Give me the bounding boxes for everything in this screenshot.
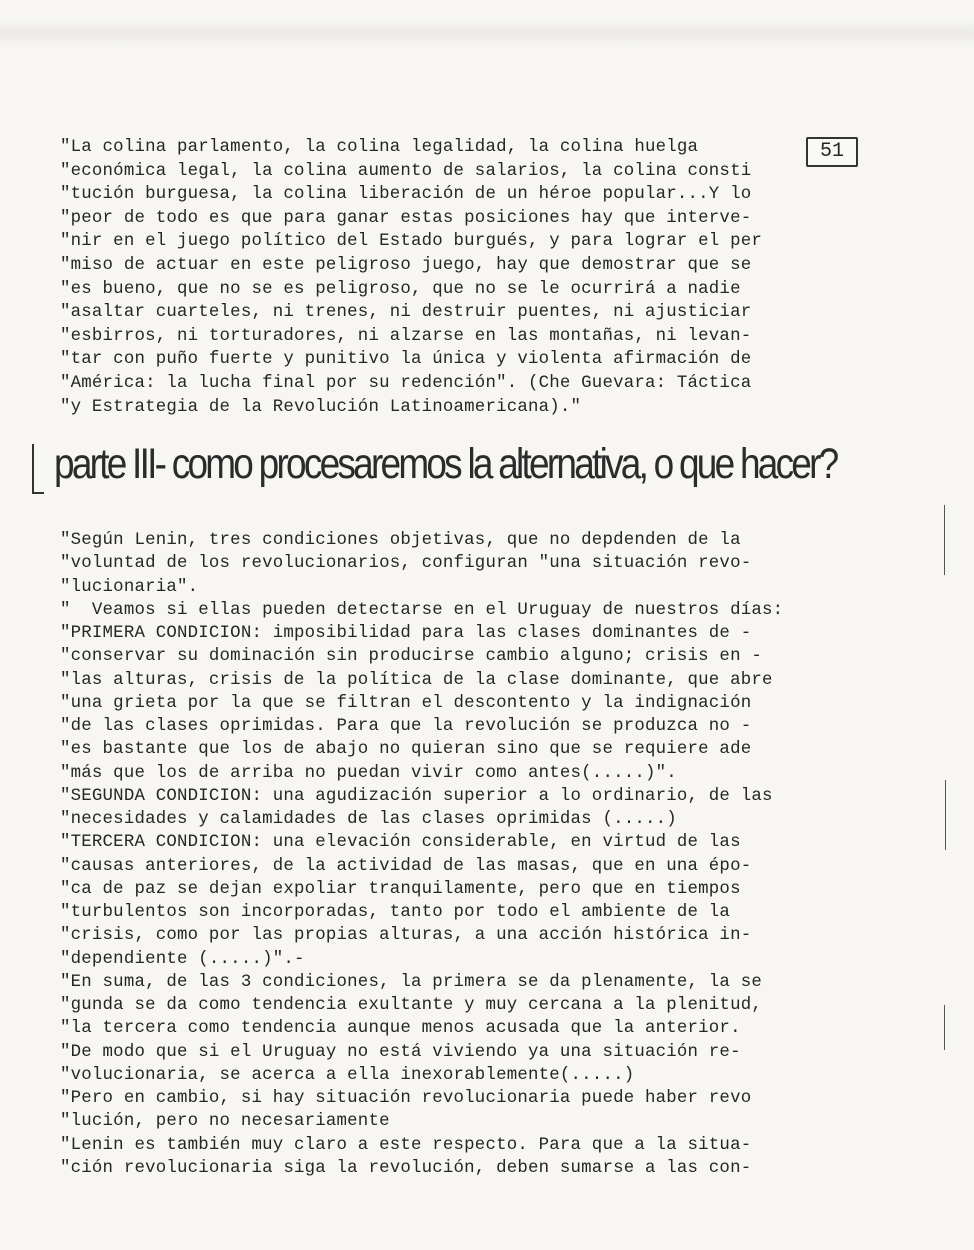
quote-line: "América: la lucha final por su redención". (Che Guevara: Táctica bbox=[60, 373, 752, 393]
body-line: "turbulentos son incorporadas, tanto por todo el ambiente de la bbox=[60, 903, 731, 922]
body-line: "ca de paz se dejan expoliar tranquilamente, pero que en tiempos bbox=[60, 879, 741, 899]
body-line: "Según Lenin, tres condiciones objetivas, que no depdenden de la bbox=[60, 531, 741, 550]
quote-line: "nir en el juego político del Estado burgués, y para lograr el per bbox=[60, 232, 762, 252]
margin-rule bbox=[944, 1005, 945, 1050]
body-line: "lución, pero no necesariamente bbox=[60, 1112, 390, 1132]
body-line: "volucionaria, se acerca a ella inexorablemente(.....) bbox=[60, 1065, 635, 1085]
body-line: "dependiente (.....)".- bbox=[60, 949, 305, 969]
quote-line: "peor de todo es que para ganar estas posiciones hay que interve- bbox=[60, 208, 752, 228]
quote-line: "La colina parlamento, la colina legalidad, la colina huelga bbox=[60, 138, 699, 157]
body-line: "más que los de arriba no puedan vivir como antes(.....)". bbox=[60, 763, 677, 783]
body-line: "la tercera como tendencia aunque menos acusada que la anterior. bbox=[60, 1019, 741, 1039]
body-line: "PRIMERA CONDICION: imposibilidad para las clases dominantes de - bbox=[60, 624, 752, 643]
body-line: "las alturas, crisis de la política de la clase dominante, que abre bbox=[60, 670, 773, 690]
heading-bracket bbox=[32, 444, 44, 494]
lenin-conditions-text bbox=[60, 529, 860, 1180]
quote-line: "económica legal, la colina aumento de salarios, la colina consti bbox=[60, 161, 752, 181]
guevara-quote bbox=[60, 136, 860, 419]
body-line: "gunda se da como tendencia exultante y muy cercana a la plenitud, bbox=[60, 996, 762, 1015]
page-number: 51 bbox=[806, 137, 858, 167]
body-line: "En suma, de las 3 condiciones, la primera se da plenamente, la se bbox=[60, 972, 762, 992]
margin-rule bbox=[944, 505, 945, 575]
body-line: "de las clases oprimidas. Para que la revolución se produzca no - bbox=[60, 717, 752, 736]
body-line: "De modo que si el Uruguay no está viviendo ya una situación re- bbox=[60, 1042, 741, 1062]
body-line: "una grieta por la que se filtran el descontento y la indignación bbox=[60, 693, 752, 713]
quote-line: "es bueno, que no se es peligroso, que no se le ocurrirá a nadie bbox=[60, 279, 741, 299]
quote-line: "miso de actuar en este peligroso juego, hay que demostrar que se bbox=[60, 255, 752, 275]
body-line: "crisis, como por las propias alturas, a una acción histórica in- bbox=[60, 926, 752, 946]
body-line: " Veamos si ellas pueden detectarse en el Uruguay de nuestros días: bbox=[60, 600, 784, 620]
quote-line: "asaltar cuarteles, ni trenes, ni destruir puentes, ni ajusticiar bbox=[60, 303, 752, 323]
scan-shadow bbox=[0, 18, 974, 48]
body-line: "Lenin es también muy claro a este respecto. Para que a la situa- bbox=[60, 1135, 752, 1155]
body-line: "ción revolucionaria siga la revolución, deben sumarse a las con- bbox=[60, 1158, 752, 1178]
quote-line: "y Estrategia de la Revolución Latinoamericana)." bbox=[60, 397, 582, 417]
body-line: "Pero en cambio, si hay situación revolucionaria puede haber revo bbox=[60, 1089, 752, 1108]
quote-line: "tución burguesa, la colina liberación de un héroe popular...Y lo bbox=[60, 185, 752, 205]
section-heading-box bbox=[32, 438, 862, 508]
quote-line: "tar con puño fuerte y punitivo la única y violenta afirmación de bbox=[60, 350, 752, 370]
body-line: "conservar su dominación sin producirse cambio alguno; crisis en - bbox=[60, 647, 762, 667]
body-line: "SEGUNDA CONDICION: una agudización superior a lo ordinario, de las bbox=[60, 786, 773, 806]
margin-rule bbox=[945, 780, 946, 850]
body-line: "TERCERA CONDICION: una elevación considerable, en virtud de las bbox=[60, 833, 741, 853]
body-line: "voluntad de los revolucionarios, configuran "una situación revo- bbox=[60, 554, 752, 574]
section-heading: parte III- como procesaremos la alternativa, o que hacer? bbox=[54, 440, 837, 488]
quote-line: "esbirros, ni torturadores, ni alzarse en las montañas, ni levan- bbox=[60, 326, 752, 346]
body-line: "es bastante que los de abajo no quieran sino que se requiere ade bbox=[60, 740, 752, 760]
body-line: "necesidades y calamidades de las clases oprimidas (.....) bbox=[60, 810, 677, 829]
body-line: "causas anteriores, de la actividad de las masas, que en una épo- bbox=[60, 856, 752, 876]
body-line: "lucionaria". bbox=[60, 577, 199, 597]
